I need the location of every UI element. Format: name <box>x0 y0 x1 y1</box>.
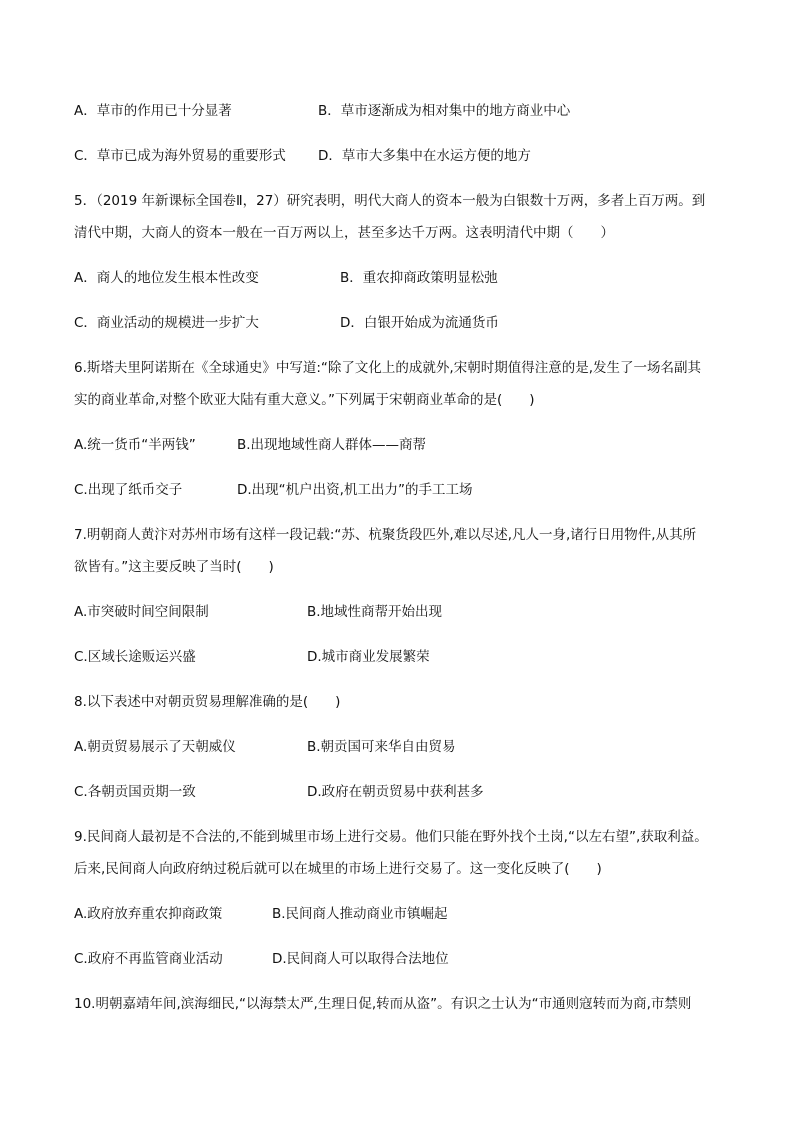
q5-stem-line-2: 清代中期，大商人的资本一般在一百万两以上，甚至多达千万两。这表明清代中期（ ） <box>74 225 614 241</box>
q7-option-d: D.城市商业发展繁荣 <box>307 649 430 665</box>
q9-option-b: B.民间商人推动商业市镇崛起 <box>272 906 448 922</box>
q9-option-c: C.政府不再监管商业活动 <box>74 951 223 967</box>
q4-option-c: C．草市已成为海外贸易的重要形式 <box>74 148 286 164</box>
q5-option-b: B．重农抑商政策明显松弛 <box>340 270 498 286</box>
q5-option-d: D．白银开始成为流通货币 <box>340 315 499 331</box>
q7-stem-line-2: 欲皆有。”这主要反映了当时( ) <box>74 559 274 575</box>
q8-option-d: D.政府在朝贡贸易中获利甚多 <box>307 784 484 800</box>
q7-option-c: C.区域长途贩运兴盛 <box>74 649 196 665</box>
q5-option-c: C．商业活动的规模进一步扩大 <box>74 315 259 331</box>
q6-option-d: D.出现“机户出资,机工出力”的手工工场 <box>237 482 473 498</box>
q4-option-a: A．草市的作用已十分显著 <box>74 103 232 119</box>
q6-option-a: A.统一货币“半两钱” <box>74 437 196 453</box>
q5-option-a: A．商人的地位发生根本性改变 <box>74 270 259 286</box>
q9-option-d: D.民间商人可以取得合法地位 <box>272 951 449 967</box>
q4-option-d: D．草市大多集中在水运方便的地方 <box>318 148 531 164</box>
q8-option-c: C.各朝贡国贡期一致 <box>74 784 196 800</box>
q6-stem-line-1: 6.斯塔夫里阿诺斯在《全球通史》中写道:“除了文化上的成就外,宋朝时期值得注意的是,发生了一场名副其 <box>74 360 702 376</box>
q6-stem-line-2: 实的商业革命,对整个欧亚大陆有重大意义。”下列属于宋朝商业革命的是( ) <box>74 392 535 408</box>
q8-option-b: B.朝贡国可来华自由贸易 <box>307 739 456 755</box>
q9-option-a: A.政府放弃重农抑商政策 <box>74 906 223 922</box>
q8-stem-line-1: 8.以下表述中对朝贡贸易理解准确的是( ) <box>74 694 341 710</box>
q6-option-c: C.出现了纸币交子 <box>74 482 183 498</box>
q7-option-a: A.市突破时间空间限制 <box>74 604 209 620</box>
q4-option-b: B．草市逐渐成为相对集中的地方商业中心 <box>318 103 571 119</box>
q9-stem-line-2: 后来,民间商人向政府纳过税后就可以在城里的市场上进行交易了。这一变化反映了( ) <box>74 861 602 877</box>
q7-stem-line-1: 7.明朝商人黄汴对苏州市场有这样一段记载:“苏、杭聚货段匹外,难以尽述,凡人一身,诸行日用物件,从其所 <box>74 527 697 543</box>
q8-option-a: A.朝贡贸易展示了天朝威仪 <box>74 739 236 755</box>
q5-stem-line-1: 5．（2019 年新课标全国卷Ⅱ，27）研究表明，明代大商人的资本一般为白银数十万两，多者上百万两。到 <box>74 193 706 209</box>
q7-option-b: B.地域性商帮开始出现 <box>307 604 443 620</box>
q6-option-b: B.出现地域性商人群体——商帮 <box>237 437 427 453</box>
q9-stem-line-1: 9.民间商人最初是不合法的,不能到城里市场上进行交易。他们只能在野外找个土岗,“以左右望”,获取利益。 <box>74 829 708 845</box>
q10-stem-line-1: 10.明朝嘉靖年间,滨海细民,“以海禁太严,生理日促,转而从盗”。有识之士认为“市通则寇转而为商,市禁则 <box>74 996 692 1012</box>
